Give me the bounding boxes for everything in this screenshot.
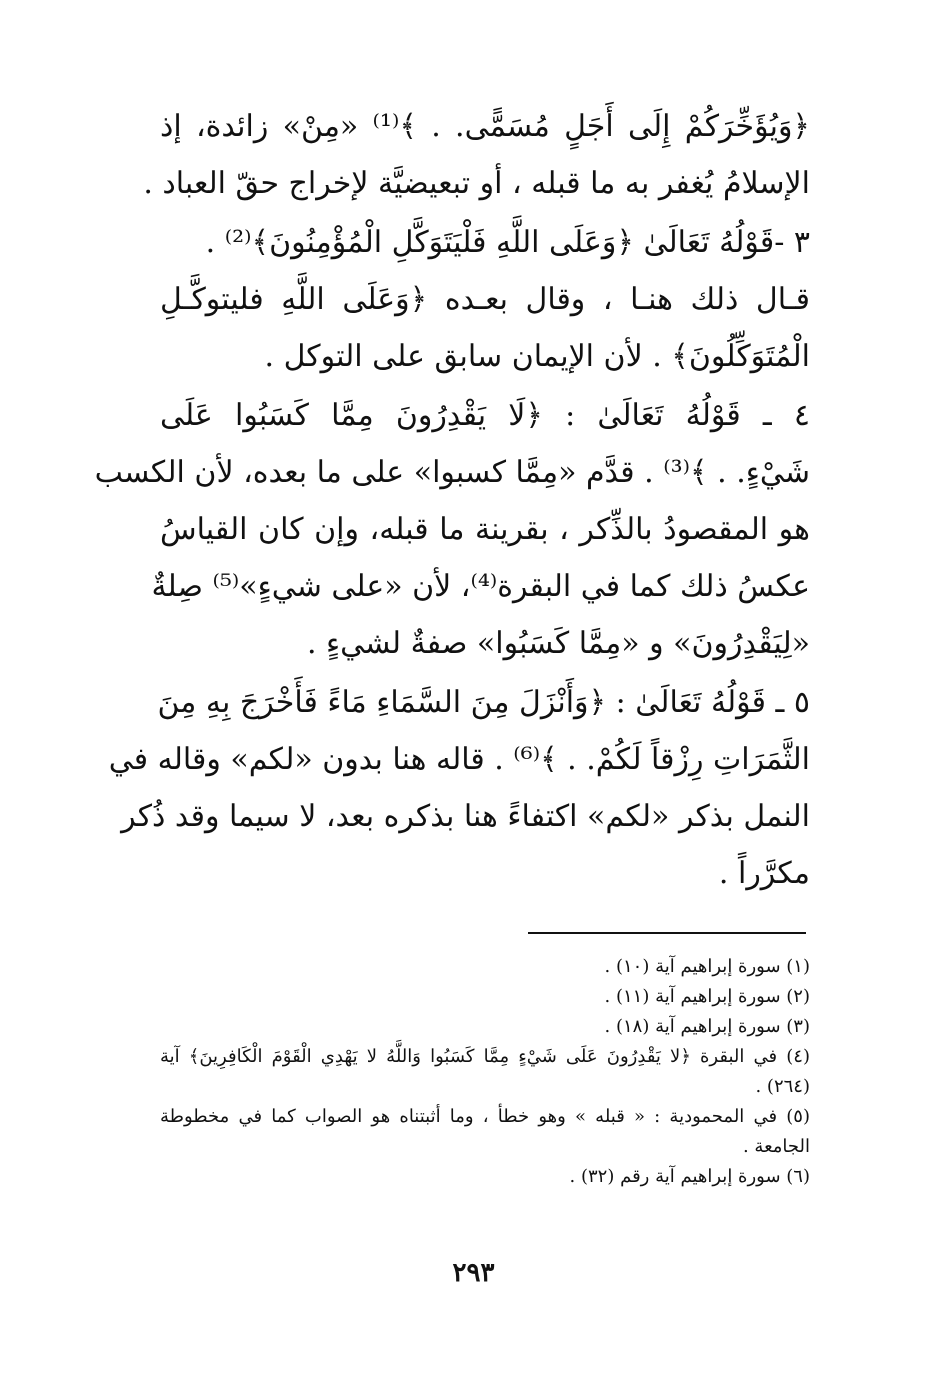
- text-line: قـال ذلك هنـا ، وقال بعـده ﴿وَعَلَى اللَّهِ فليتوكَّـلِ: [160, 282, 810, 317]
- main-text: [94, 98, 811, 904]
- text-line: شَيْءٍ. . ﴾⁽³⁾ . قدَّم «مِمَّا كسبوا» على ما بعده، لأن الكسب: [94, 455, 810, 490]
- footnote-5: (٥) في المحمودية : « قبله » وهو خطأ ، وما أثبتناه هو الصواب كما في مخطوطة الجامعة .: [160, 1106, 810, 1157]
- paragraph-1: [143, 98, 811, 212]
- text-line: ٤ ـ قَوْلُهُ تَعَالَىٰ : ﴿لَا يَقْدِرُونَ مِمَّا كَسَبُوا عَلَى: [160, 398, 810, 433]
- page-number: ٢٩٣: [452, 1258, 495, 1288]
- text-line: مكرَّراً .: [718, 856, 810, 891]
- text-line: الْمُتَوَكِّلُونَ﴾ . لأن الإيمان سابق على التوكل .: [264, 339, 810, 374]
- text-line: الثَّمَرَاتِ رِزْقاً لَكُمْ. . ﴾⁽⁶⁾ . قاله هنا بدون «لكم» وقاله في: [108, 742, 810, 777]
- text-line: الإسلامُ يُغفر به ما قبله ، أو تبعيضيَّة لإخراج حقّ العباد .: [143, 166, 810, 201]
- footnote-6: (٦) سورة إبراهيم آية رقم (٣٢) .: [569, 1166, 810, 1187]
- footnote-1: (١) سورة إبراهيم آية (١٠) .: [604, 956, 810, 977]
- text-line: النمل بذكر «لكم» اكتفاءً هنا بذكره بعد، لا سيما وقد ذُكر: [121, 799, 810, 834]
- paragraph-4: [108, 674, 810, 902]
- text-line: ﴿وَيُؤَخِّرَكُمْ إِلَى أَجَلٍ مُسَمًّى. . ﴾⁽¹⁾ «مِنْ» زائدة، إذ: [160, 109, 811, 144]
- text-line: هو المقصودُ بالذِّكر ، بقرينة ما قبله، وإن كان القياسُ: [160, 512, 811, 547]
- paragraph-3: [94, 387, 811, 672]
- paragraph-2: [160, 214, 810, 385]
- text-line: ٥ ـ قَوْلُهُ تَعَالَىٰ : ﴿وَأَنْزَلَ مِنَ السَّمَاءِ مَاءً فَأَخْرَجَ بِهِ مِنَ: [157, 685, 810, 720]
- text-line: ٣ -قَوْلُهُ تَعَالَىٰ ﴿وَعَلَى اللَّهِ فَلْيَتَوَكَّلِ الْمُؤْمِنُونَ﴾⁽²⁾ .: [205, 225, 810, 260]
- text-line: «لِيَقْدِرُونَ» و «مِمَّا كَسَبُوا» صفةٌ لشيءٍ .: [306, 626, 810, 661]
- footnote-2: (٢) سورة إبراهيم آية (١١) .: [604, 986, 810, 1007]
- footnote-4: (٤) في البقرة ﴿لا يَقْدِرُونَ عَلَى شَيْءٍ مِمَّا كَسَبُوا وَاللَّهُ لا يَهْدِي الْقَوْمَ الْكَافِرِينَ﴾ آية (٢٦٤) .: [160, 1046, 810, 1097]
- footnotes: [160, 952, 810, 1192]
- text-line: عكسُ ذلك كما في البقرة⁽⁴⁾، لأن «على شيءٍ»⁽⁵⁾ صِلةٌ: [151, 569, 810, 604]
- footnote-divider: [528, 932, 806, 934]
- footnote-3: (٣) سورة إبراهيم آية (١٨) .: [604, 1016, 810, 1037]
